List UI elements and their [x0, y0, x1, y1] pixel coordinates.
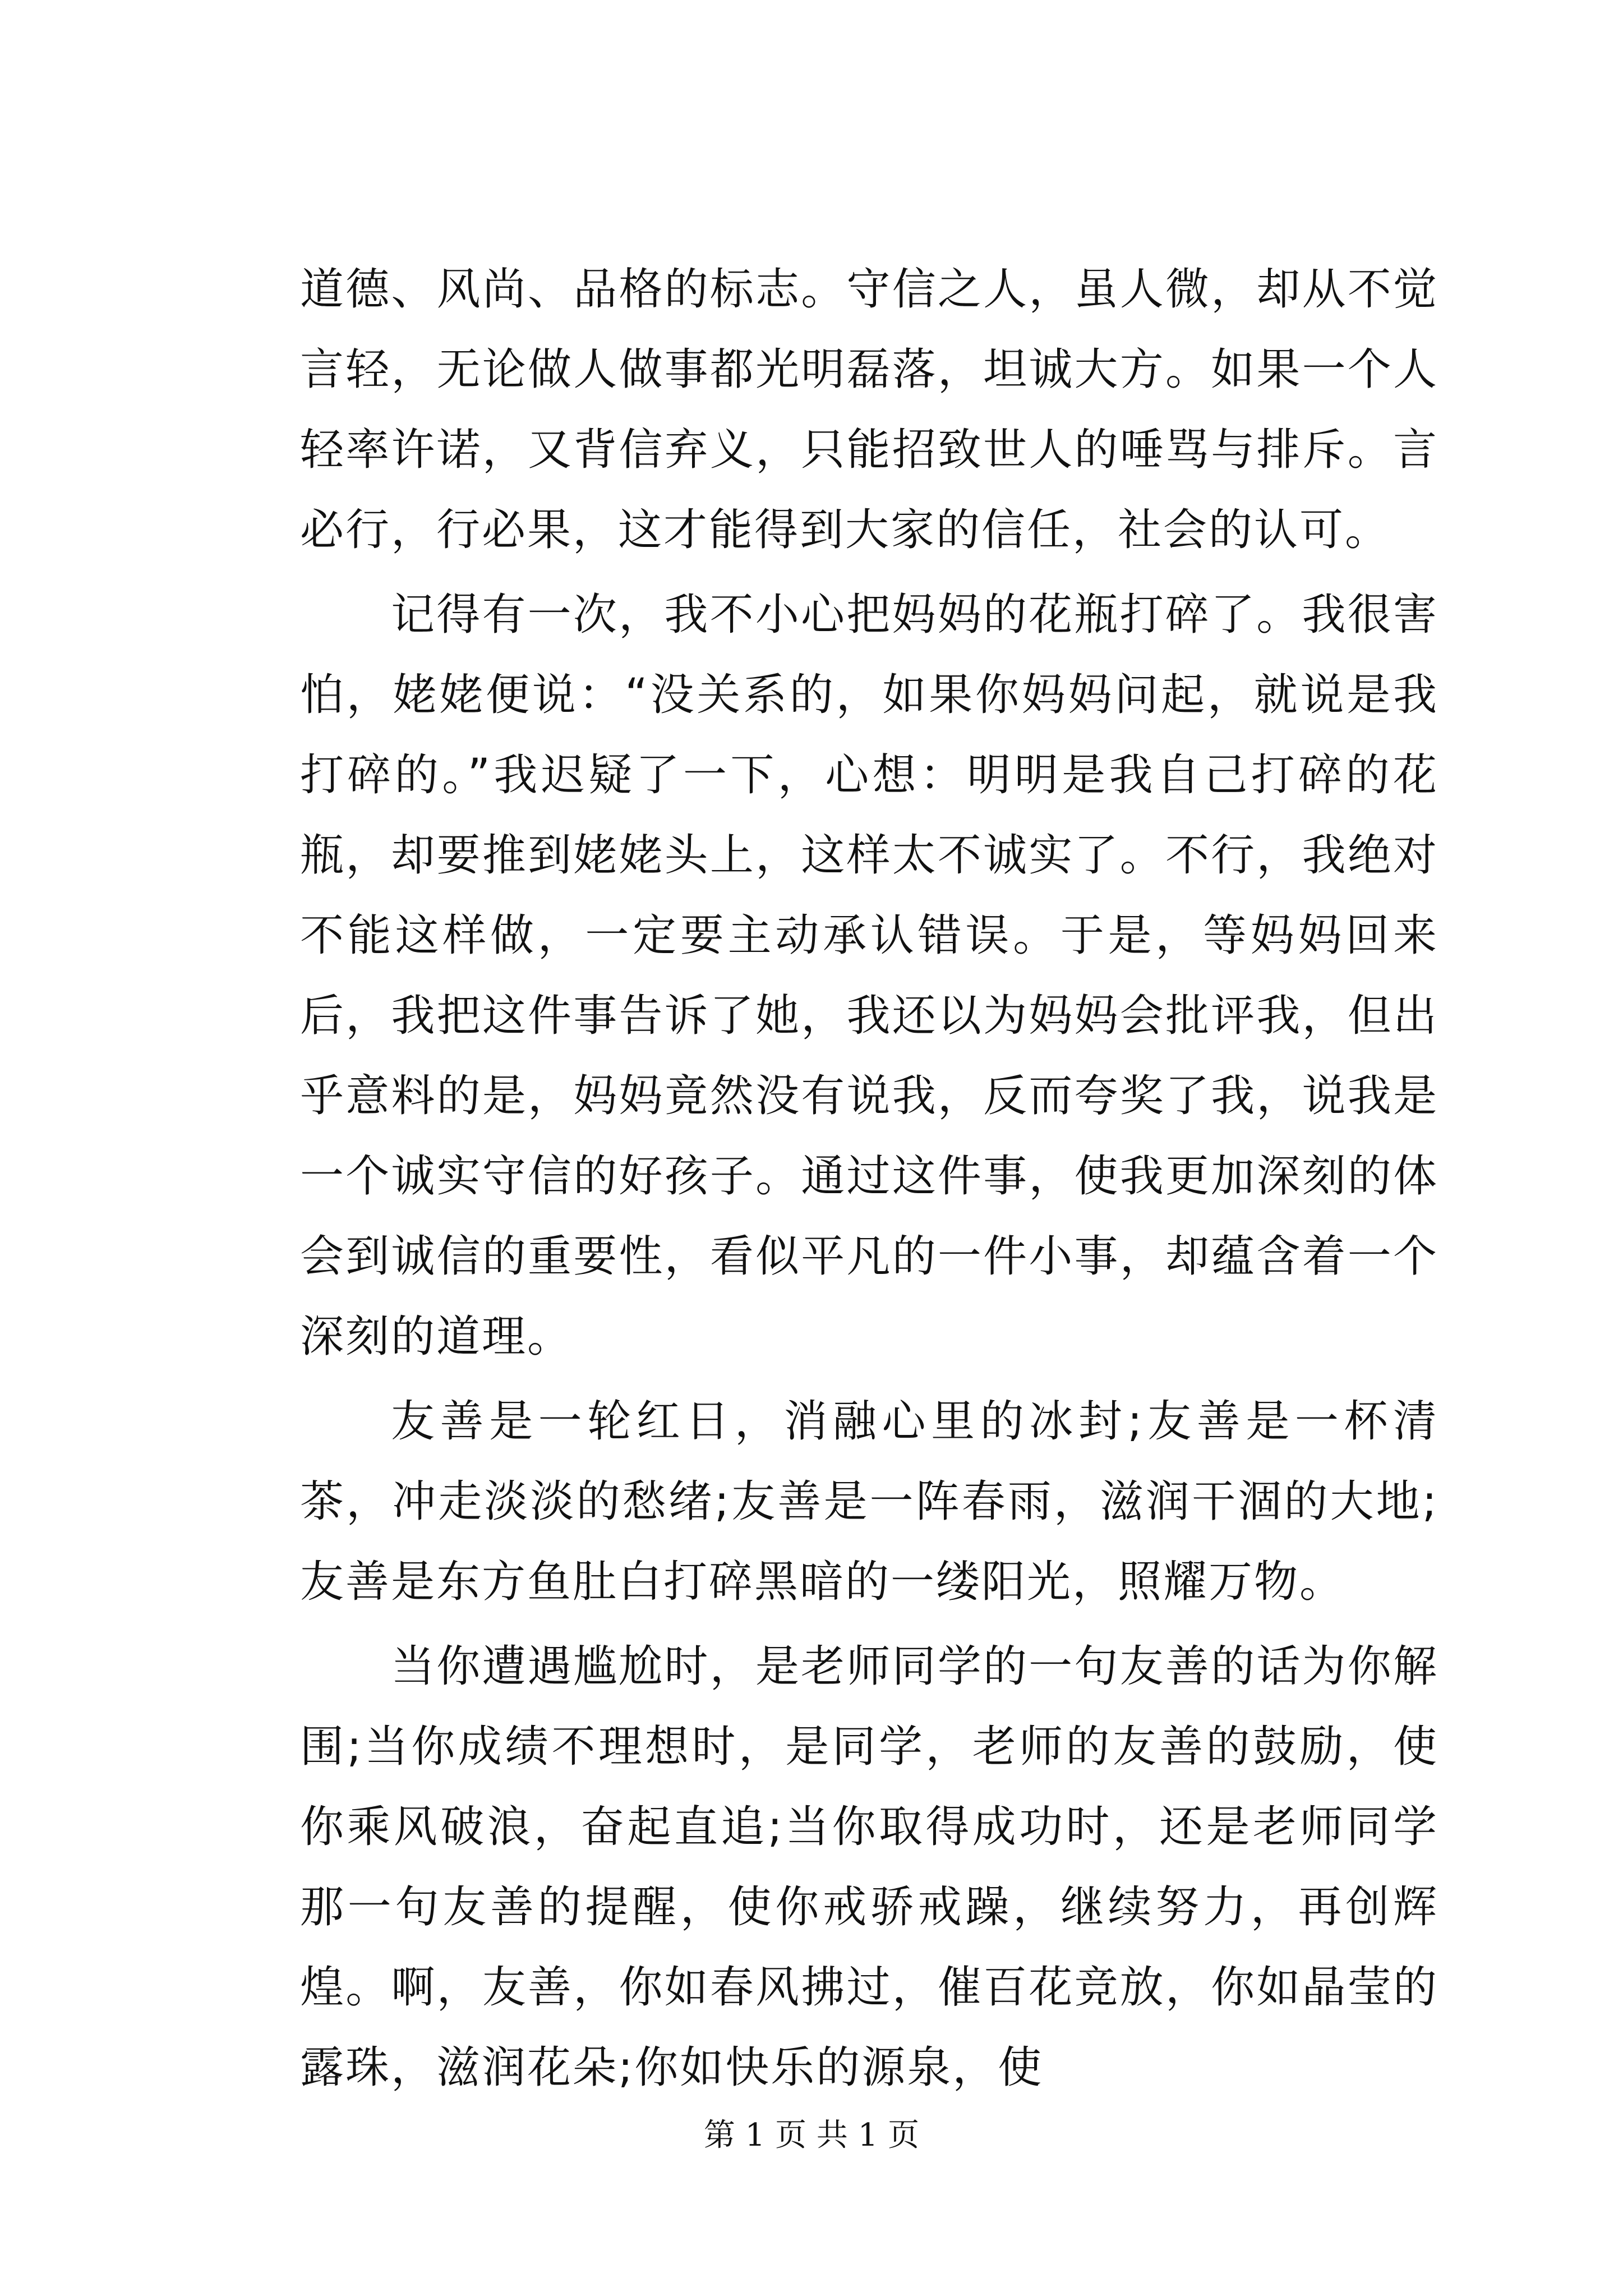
paragraph-friendliness-metaphors: 友善是一轮红日，消融心里的冰封;友善是一杯清茶，冲走淡淡的愁绪;友善是一阵春雨，滋润干涸的大地;友善是东方鱼肚白打碎黑暗的一缕阳光，照耀万物。 — [300, 1396, 1438, 1607]
paragraph-integrity-continued: 道德、风尚、品格的标志。守信之人，虽人微，却从不觉言轻，无论做人做事都光明磊落，坦诚大方。如果一个人轻率许诺，又背信弃义，只能招致世人的唾骂与排斥。言必行，行必果，这才能得到大家的信任，社会的认可。 — [300, 264, 1438, 555]
paragraph-vase-story: 记得有一次，我不小心把妈妈的花瓶打碎了。我很害怕，姥姥便说：“没关系的，如果你妈妈问起，就说是我打碎的。”我迟疑了一下，心想：明明是我自己打碎的花瓶，却要推到姥姥头上，这样太不诚实了。不行，我绝对不能这样做，一定要主动承认错误。于是，等妈妈回来后，我把这件事告诉了她，我还以为妈妈会批评我，但出乎意料的是，妈妈竟然没有说我，反而夸奖了我，说我是一个诚实守信的好孩子。通过这件事，使我更加深刻的体会到诚信的重要性，看似平凡的一件小事，却蕴含着一个深刻的道理。 — [300, 590, 1438, 1362]
document-body — [300, 250, 1438, 2108]
paragraph-friendliness-examples: 当你遭遇尴尬时，是老师同学的一句友善的话为你解围;当你成绩不理想时，是同学，老师的友善的鼓励，使你乘风破浪，奋起直追;当你取得成功时，还是老师同学那一句友善的提醒，使你戒骄戒躁，继续努力，再创辉煌。啊，友善，你如春风拂过，催百花竞放，你如晶莹的露珠，滋润花朵;你如快乐的源泉，使 — [300, 1641, 1438, 2093]
page-footer: 第 1 页 共 1 页 — [703, 2117, 920, 2154]
